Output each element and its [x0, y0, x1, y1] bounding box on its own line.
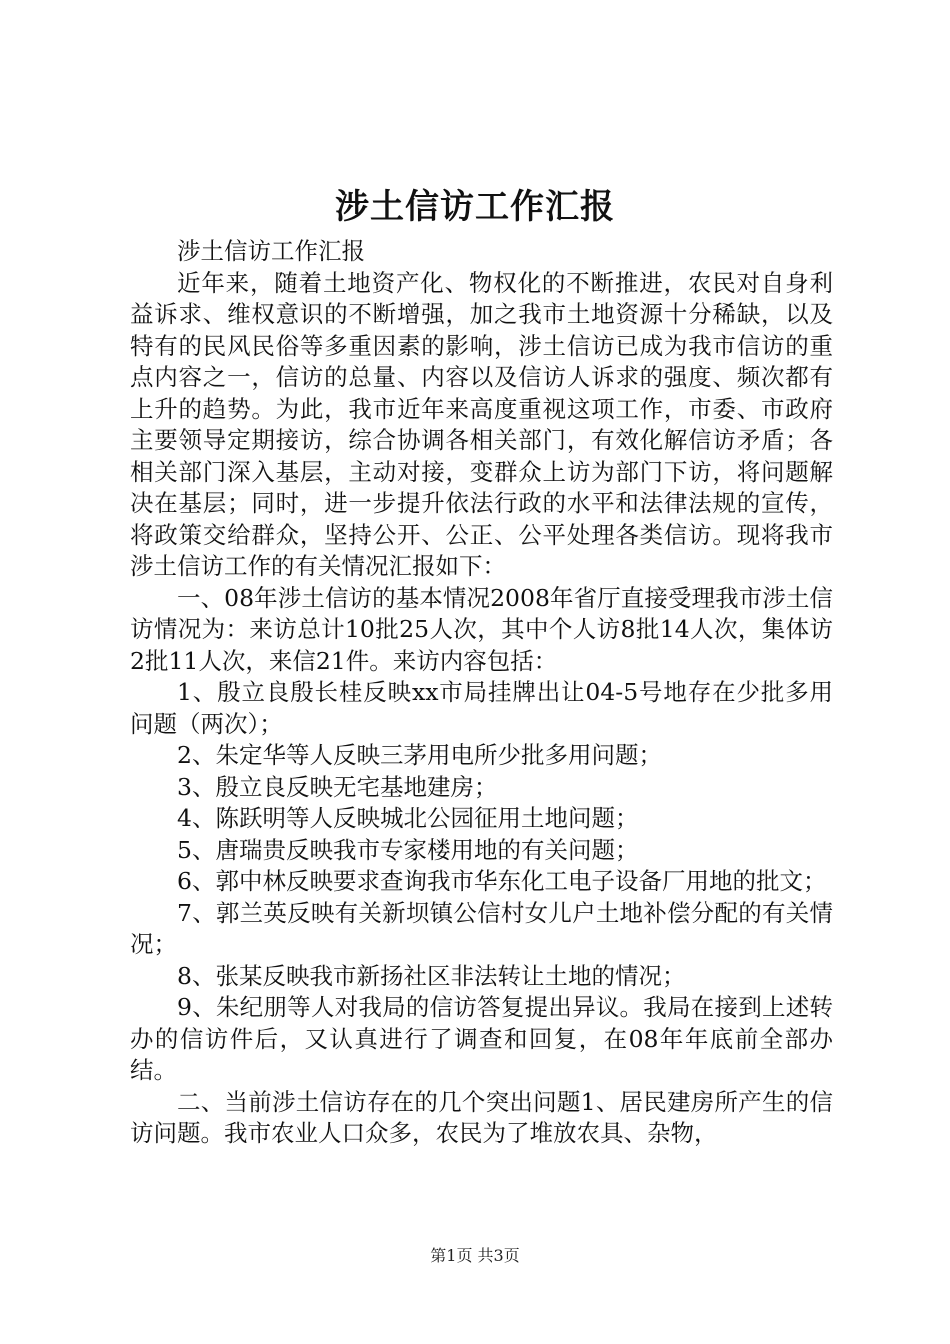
- list-item: 1、殷立良殷长桂反映xx市局挂牌出让04-5号地存在少批多用问题（两次）；: [130, 678, 833, 738]
- paragraph-section-1: 一、08年涉土信访的基本情况2008年省厅直接受理我市涉土信访情况为：来访总计10批25人次，其中个人访8批14人次，集体访2批11人次，来信21件。来访内容包括：: [130, 583, 833, 675]
- list-item: 6、郭中林反映要求查询我市华东化工电子设备厂用地的批文；: [177, 867, 827, 895]
- paragraph-section-2: 二、当前涉土信访存在的几个突出问题1、居民建房所产生的信访问题。我市农业人口众多，农民为了堆放农具、杂物，: [130, 1087, 833, 1147]
- list-item: 5、唐瑞贵反映我市专家楼用地的有关问题；: [177, 835, 639, 864]
- list-item: 7、郭兰英反映有关新坝镇公信村女儿户土地补偿分配的有关情况；: [130, 898, 833, 958]
- document-subtitle: 涉土信访工作汇报: [177, 237, 365, 265]
- list-item: 2、朱定华等人反映三茅用电所少批多用问题；: [177, 741, 662, 769]
- list-item: 8、张某反映我市新扬社区非法转让土地的情况；: [177, 961, 686, 990]
- list-item: 4、陈跃明等人反映城北公园征用土地问题；: [177, 804, 639, 832]
- page-footer: 第1页 共3页: [430, 1246, 520, 1265]
- list-item: 9、朱纪朋等人对我局的信访答复提出异议。我局在接到上述转办的信访件后，又认真进行了调查和回复，在08年年底前全部办结。: [130, 993, 833, 1084]
- paragraph-intro: 近年来，随着土地资产化、物权化的不断推进，农民对自身利益诉求、维权意识的不断增强，加之我市土地资源十分稀缺，以及特有的民风民俗等多重因素的影响，涉土信访已成为我市信访的重点内容之一，信访的总量、内容以及信访人诉求的强度、频次都有上升的趋势。为此，我市近年来高度重视这项工作，市委、市政府主要领导定期接访，综合协调各相关部门，有效化解信访矛盾；各相关部门深入基层，主动对接，变群众上访为部门下访，将问题解决在基层；同时，进一步提升依法行政的水平和法律法规的宣传，将政策交给群众，坚持公开、公正、公平处理各类信访。现将我市涉土信访工作的有关情况汇报如下：: [130, 268, 833, 580]
- list-item: 3、殷立良反映无宅基地建房；: [177, 772, 498, 801]
- document-body: [130, 236, 833, 1150]
- page-title: 涉土信访工作汇报: [335, 187, 615, 227]
